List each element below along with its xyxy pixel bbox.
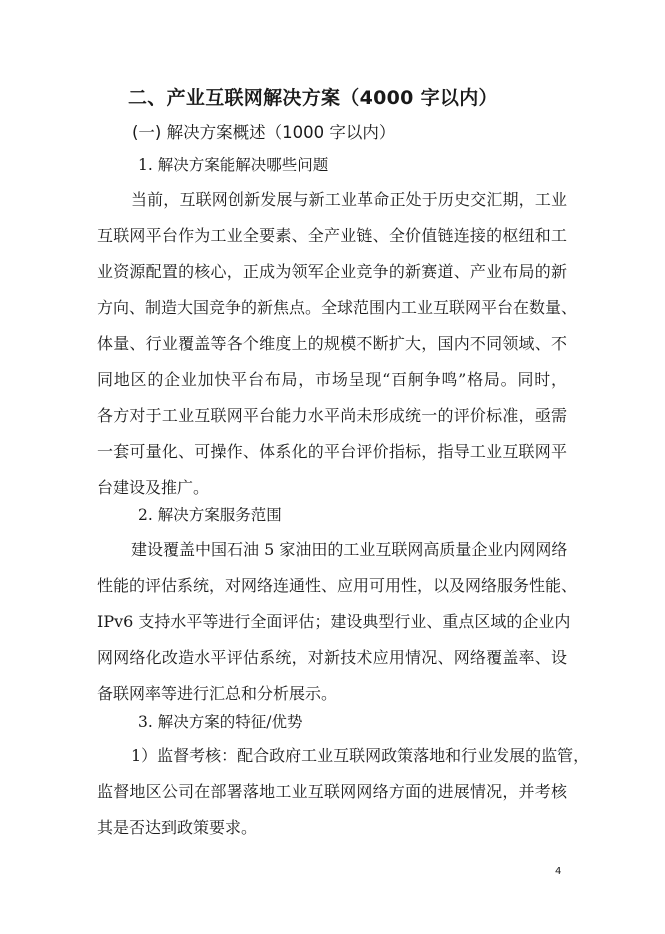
paragraph-line: 互联网平台作为工业全要素、全产业链、全价值链连接的枢纽和工 [97, 226, 567, 245]
paragraph-line: 台建设及推广。 [97, 478, 210, 497]
paragraph-line: 业资源配置的核心，正成为领军企业竞争的新赛道、产业布局的新 [97, 262, 567, 281]
paragraph-line: 网网络化改造水平评估系统，对新技术应用情况、网络覆盖率、设 [97, 648, 567, 667]
subsection-1-title: 1. 解决方案能解决哪些问题 [138, 156, 329, 174]
paragraph-line: 性能的评估系统，对网络连通性、应用可用性，以及网络服务性能、 [97, 576, 578, 595]
section-heading-sub: (一) 解决方案概述（1000 字以内） [132, 123, 396, 142]
subsection-2-title: 2. 解决方案服务范围 [138, 506, 282, 524]
paragraph-line: 同地区的企业加快平台布局，市场呈现“百舸争鸣”格局。同时， [97, 370, 567, 389]
page-number: 4 [555, 866, 562, 877]
subsection-3-paragraph [97, 738, 590, 846]
section-heading-main: 二、产业互联网解决方案（4000 字以内） [128, 87, 498, 109]
subsection-2-paragraph [97, 532, 578, 712]
paragraph-line: IPv6 支持水平等进行全面评估；建设典型行业、重点区域的企业内 [97, 612, 571, 631]
subsection-3-title: 3. 解决方案的特征/优势 [138, 713, 303, 731]
paragraph-line: 监督地区公司在部署落地工业互联网网络方面的进展情况，并考核 [97, 782, 567, 801]
paragraph-line: 体量、行业覆盖等各个维度上的规模不断扩大，国内不同领域、不 [97, 334, 567, 353]
paragraph-line: 其是否达到政策要求。 [97, 818, 258, 837]
paragraph-line: 备联网率等进行汇总和分析展示。 [97, 684, 338, 703]
paragraph-line: 当前，互联网创新发展与新工业革命正处于历史交汇期，工业 [131, 190, 567, 209]
paragraph-line: 各方对于工业互联网平台能力水平尚未形成统一的评价标准，亟需 [97, 406, 567, 425]
paragraph-line: 建设覆盖中国石油 5 家油田的工业互联网高质量企业内网网络 [131, 540, 568, 559]
paragraph-line: 1）监督考核：配合政府工业互联网政策落地和行业发展的监管， [131, 746, 590, 765]
paragraph-line: 一套可量化、可操作、体系化的平台评价指标，指导工业互联网平 [97, 442, 567, 461]
paragraph-line: 方向、制造大国竞争的新焦点。全球范围内工业互联网平台在数量、 [97, 298, 578, 317]
subsection-1-paragraph [97, 182, 578, 506]
